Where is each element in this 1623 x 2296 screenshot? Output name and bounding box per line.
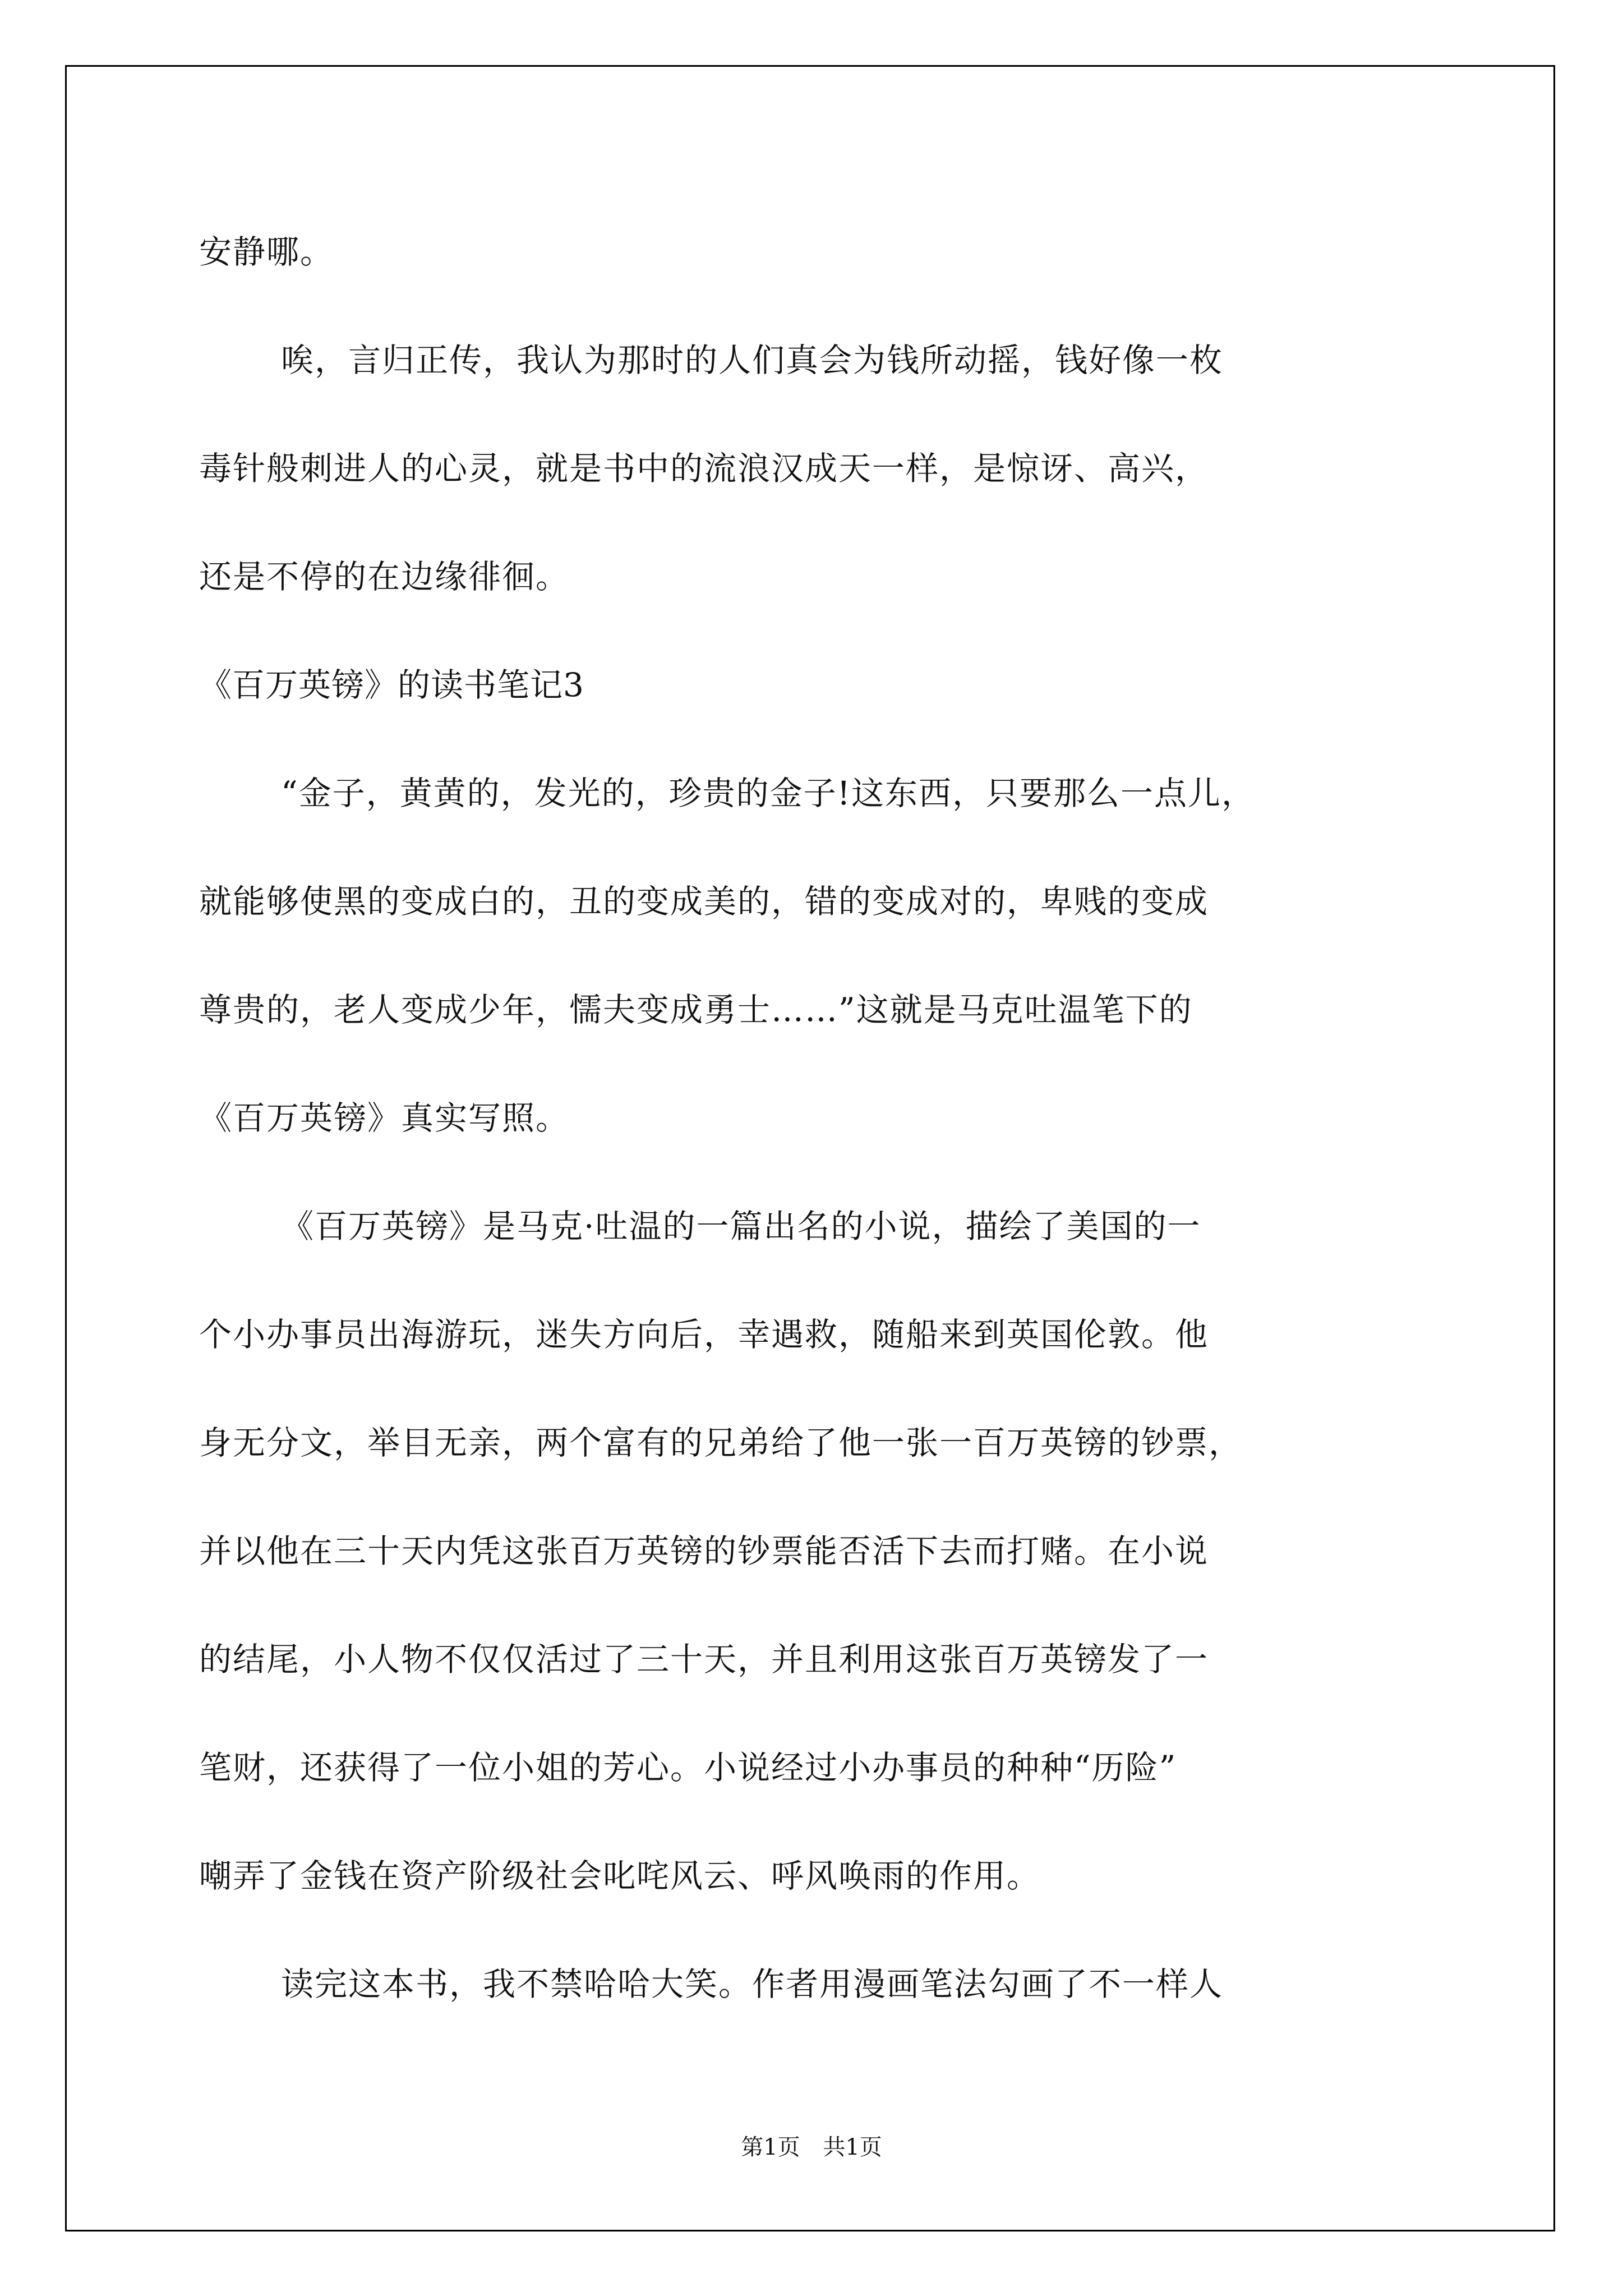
paragraph-line: 毒针般刺进人的心灵，就是书中的流浪汉成天一样，是惊讶、高兴，	[199, 449, 1209, 487]
page-border	[65, 65, 1555, 2231]
paragraph-line: 嘲弄了金钱在资产阶级社会叱咤风云、呼风唤雨的作用。	[199, 1857, 1041, 1895]
page-footer	[0, 2136, 1623, 2159]
paragraph-line: 并以他在三十天内凭这张百万英镑的钞票能否活下去而打赌。在小说	[199, 1532, 1209, 1570]
paragraph-line: 个小办事员出海游玩，迷失方向后，幸遇救，随船来到英国伦敦。他	[199, 1315, 1209, 1354]
current-page-label: 第1页	[741, 2134, 800, 2160]
paragraph-line: 还是不停的在边缘徘徊。	[199, 558, 570, 596]
paragraph-line: 笔财，还获得了一位小姐的芳心。小说经过小办事员的种种“历险”	[199, 1749, 1177, 1787]
paragraph-line: 《百万英镑》真实写照。	[199, 1099, 570, 1137]
paragraph-line: 读完这本书，我不禁哈哈大笑。作者用漫画笔法勾画了不一样人	[281, 1965, 1224, 2003]
paragraph-line: 就能够使黑的变成白的，丑的变成美的，错的变成对的，卑贱的变成	[199, 882, 1209, 921]
paragraph-line: 安静哪。	[199, 233, 334, 271]
paragraph-line: “金子，黄黄的，发光的，珍贵的金子!这东西，只要那么一点儿，	[281, 774, 1255, 812]
paragraph-line: 的结尾，小人物不仅仅活过了三十天，并且利用这张百万英镑发了一	[199, 1640, 1209, 1678]
paragraph-line: 尊贵的，老人变成少年，懦夫变成勇士……”这就是马克吐温笔下的	[199, 991, 1193, 1029]
section-heading: 《百万英镑》的读书笔记3	[199, 666, 584, 704]
paragraph-line: 身无分文，举目无亲，两个富有的兄弟给了他一张一百万英镑的钞票，	[199, 1424, 1243, 1462]
paragraph-line: 《百万英镑》是马克·吐温的一篇出名的小说，描绘了美国的一	[281, 1207, 1201, 1245]
paragraph-line: 唉，言归正传，我认为那时的人们真会为钱所动摇，钱好像一枚	[281, 341, 1224, 379]
total-pages-label: 共1页	[823, 2134, 882, 2160]
